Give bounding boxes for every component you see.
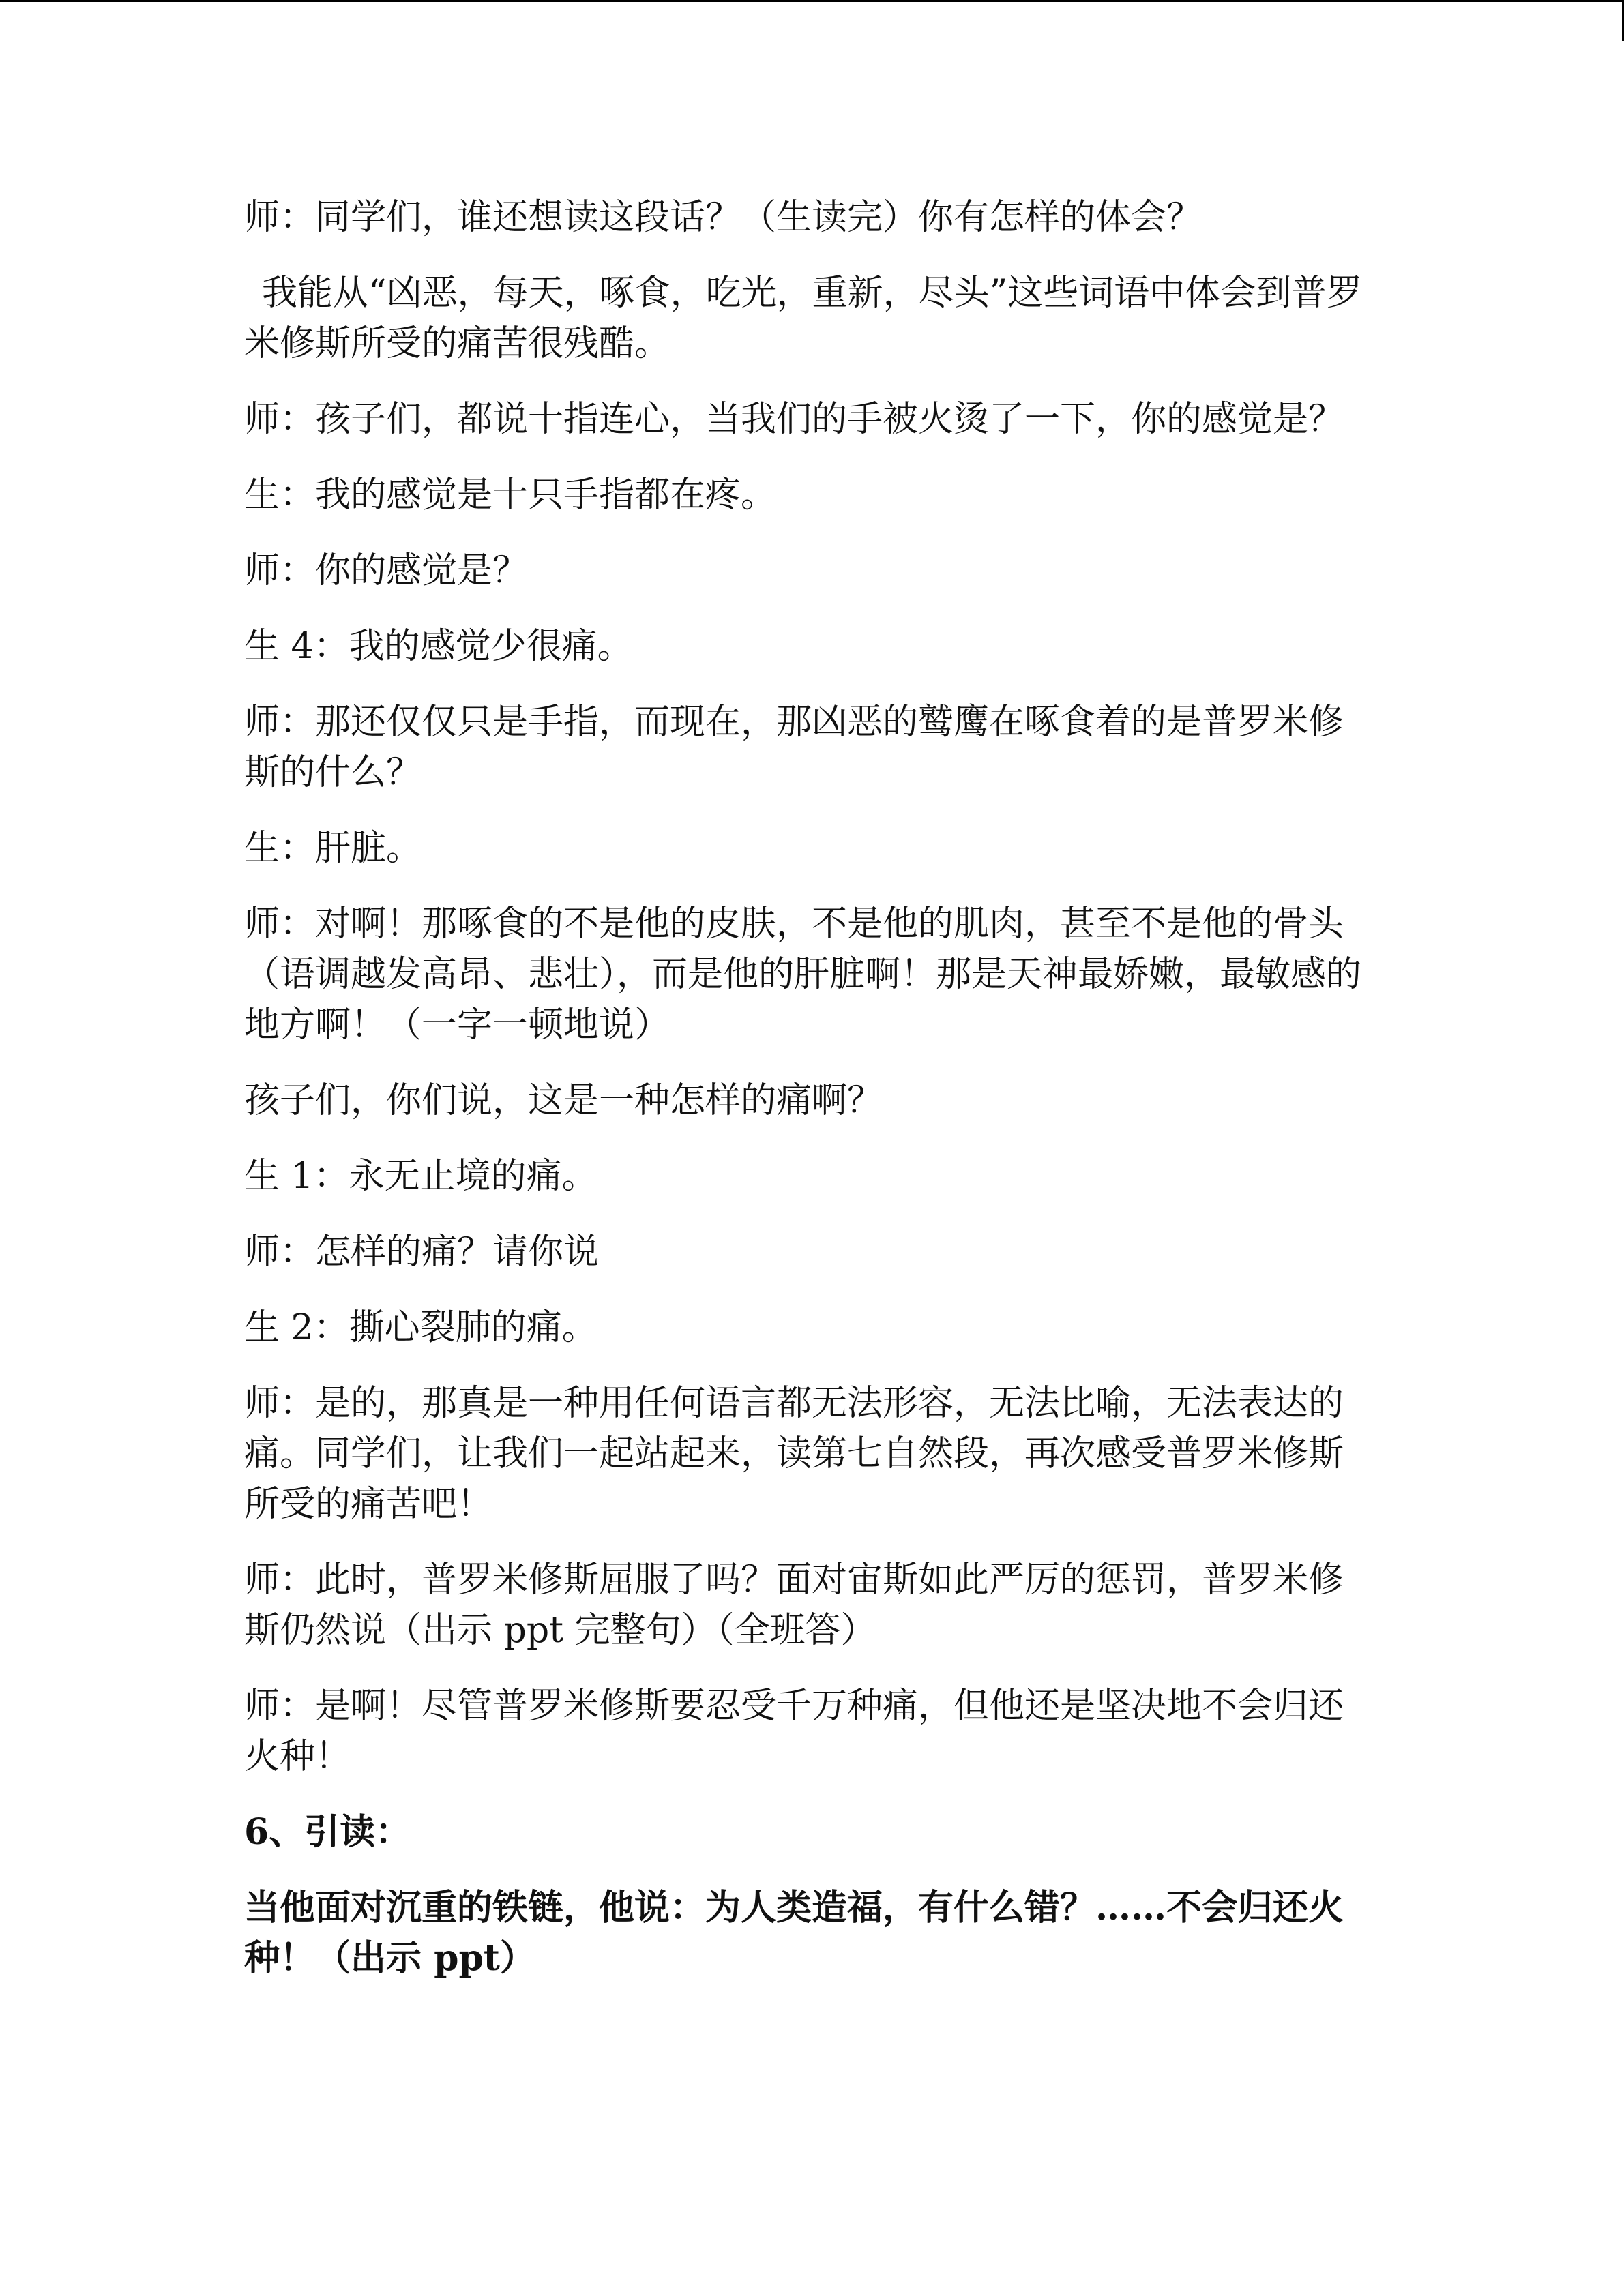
paragraph-3: 师：孩子们，都说十指连心，当我们的手被火烫了一下，你的感觉是？ bbox=[244, 399, 1344, 440]
paragraph-11: 生 1：永无止境的痛。 bbox=[244, 1156, 597, 1197]
paragraph-8: 生：肝脏。 bbox=[244, 828, 422, 869]
paragraph-5: 师：你的感觉是？ bbox=[244, 550, 529, 591]
paragraph-6: 生 4：我的感觉少很痛。 bbox=[244, 626, 633, 667]
top-border-line bbox=[0, 0, 1624, 2]
section-heading: 6、引读： bbox=[244, 1811, 411, 1853]
paragraph-12: 师：怎样的痛？请你说 bbox=[244, 1232, 600, 1272]
paragraph-13: 生 2：撕心裂肺的痛。 bbox=[244, 1307, 597, 1348]
paragraph-9: 师：对啊！那啄食的不是他的皮肤，不是他的肌肉，甚至不是他的骨头（语调越发高昂、悲壮），而是他的肝脏啊！那是天神最娇嫩，最敏感的地方啊！（一字一顿地说） bbox=[244, 904, 1362, 1045]
paragraph-10: 孩子们，你们说，这是一种怎样的痛啊？ bbox=[244, 1080, 883, 1121]
paragraph-14: 师：是的，那真是一种用任何语言都无法形容，无法比喻，无法表达的痛。同学们，让我们一起站起来，读第七自然段，再次感受普罗米修斯所受的痛苦吧！ bbox=[244, 1383, 1344, 1525]
paragraph-2: 我能从“凶恶，每天，啄食，吃光，重新，尽头”这些词语中体会到普罗米修斯所受的痛苦很残酷。 bbox=[244, 273, 1363, 364]
paragraph-15: 师：此时，普罗米修斯屈服了吗？面对宙斯如此严厉的惩罚，普罗米修斯仍然说（出示 ppt 完整句）（全班答） bbox=[244, 1560, 1344, 1651]
paragraph-16: 师：是啊！尽管普罗米修斯要忍受千万种痛，但他还是坚决地不会归还火种！ bbox=[244, 1686, 1344, 1777]
paragraph-bold-quote: 当他面对沉重的铁链，他说：为人类造福，有什么错？……不会归还火种！（出示 ppt） bbox=[244, 1887, 1344, 1979]
paragraph-4: 生：我的感觉是十只手指都在疼。 bbox=[244, 475, 777, 516]
document-body bbox=[244, 192, 1376, 2009]
paragraph-7: 师：那还仅仅只是手指，而现在，那凶恶的鹫鹰在啄食着的是普罗米修斯的什么？ bbox=[244, 702, 1344, 793]
paragraph-1: 师：同学们，谁还想读这段话？（生读完）你有怎样的体会？ bbox=[244, 197, 1202, 238]
